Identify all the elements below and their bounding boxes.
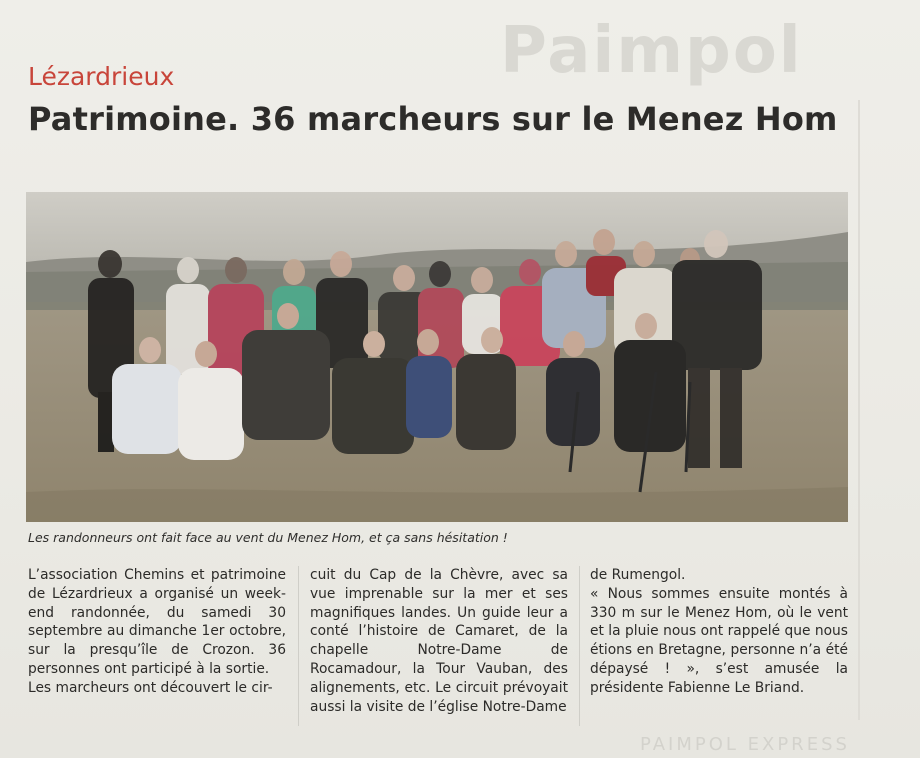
column-2-paragraph-1: cuit du Cap de la Chèvre, avec sa vue imprenable sur la mer et ses magnifiques landes. Un guide leur a conté l’histoire de Camaret, de la chapelle Notre-Dame de Rocamadour, la Tour Vauban, des alignements, etc. Le circuit prévoyait aussi la visite de l’église Notre-Dame xyxy=(310,567,568,715)
group-photo xyxy=(26,192,848,522)
column-divider xyxy=(579,566,580,726)
bleed-through-footer: PAIMPOL EXPRESS xyxy=(640,734,850,755)
photo-caption: Les randonneurs ont fait face au vent du Menez Hom, et ça sans hésitation ! xyxy=(28,530,508,545)
article-column-3 xyxy=(590,566,848,698)
column-3-paragraph-1: de Rumengol. xyxy=(590,567,686,583)
page-edge-strip xyxy=(858,100,860,720)
article-column-1 xyxy=(28,566,286,698)
column-3-paragraph-2: « Nous sommes ensuite montés à 330 m sur le Menez Hom, où le vent et la pluie nous ont rappelé que nous étions en Bretagne, personne n’a été dépaysé ! », s’est amusée la présidente Fabienne Le Briand. xyxy=(590,585,848,696)
article-headline: Patrimoine. 36 marcheurs sur le Menez Hom xyxy=(28,100,838,138)
article-column-2 xyxy=(310,566,568,716)
column-divider xyxy=(298,566,299,726)
article-kicker: Lézardrieux xyxy=(28,62,175,91)
column-1-paragraph-2: Les marcheurs ont découvert le cir- xyxy=(28,679,273,696)
column-1-paragraph-1: L’association Chemins et patrimoine de Lézardrieux a organisé un week-end randonnée, du samedi 30 septembre au dimanche 1er octobre, sur la presqu’île de Crozon. 36 personnes ont participé à la sortie. xyxy=(28,567,286,677)
bleed-through-heading: Paimpol xyxy=(500,14,803,88)
